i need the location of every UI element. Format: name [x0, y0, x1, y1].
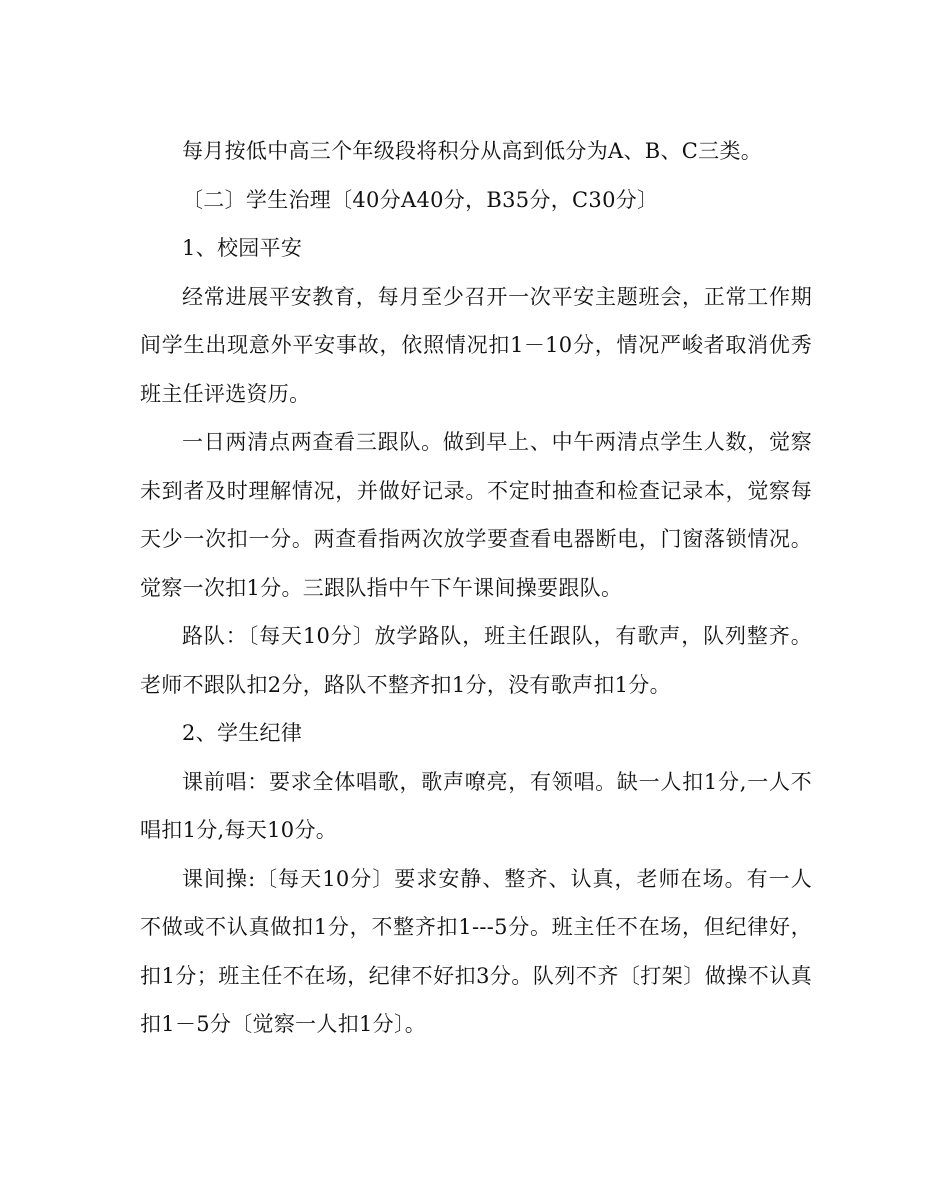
- heading-campus-safety: 1、校园平安: [182, 236, 303, 260]
- heading-student-discipline: 2、学生纪律: [182, 721, 303, 745]
- paragraph-grading-classes: 每月按低中高三个年级段将积分从高到低分为A、B、C三类。: [182, 139, 763, 163]
- paragraph-road-queue: 路队：〔每天10分〕放学路队，班主任跟队，有歌声，队列整齐。老师不跟队扣2分，路队不整齐扣1分，没有歌声扣1分。: [140, 624, 812, 697]
- heading-student-management: 〔二〕学生治理〔40分A40分，B35分，C30分〕: [182, 187, 659, 212]
- paragraph-safety-education: 经常进展平安教育，每月至少召开一次平安主题班会，正常工作期间学生出现意外平安事故，依照情况扣1－10分，情况严峻者取消优秀班主任评选资历。: [140, 284, 812, 406]
- paragraph-daily-checks: 一日两清点两查看三跟队。做到早上、中午两清点学生人数，觉察未到者及时理解情况，并做好记录。不定时抽查和检查记录本，觉察每天少一次扣一分。两查看指两次放学要查看电器断电，门窗落锁情况。觉察一次扣1分。三跟队指中午下午课间操要跟队。: [140, 430, 812, 600]
- document-body: [140, 127, 812, 1049]
- paragraph-pre-class-singing: 课前唱：要求全体唱歌，歌声嘹亮，有领唱。缺一人扣1分,一人不唱扣1分,每天10分。: [140, 769, 812, 842]
- paragraph-break-exercise: 课间操:〔每天10分〕要求安静、整齐、认真，老师在场。有一人不做或不认真做扣1分，不整齐扣1---5分。班主任不在场，但纪律好，扣1分；班主任不在场，纪律不好扣3分。队列不齐〔打架〕做操不认真扣1－5分〔觉察一人扣1分〕。: [140, 866, 812, 1036]
